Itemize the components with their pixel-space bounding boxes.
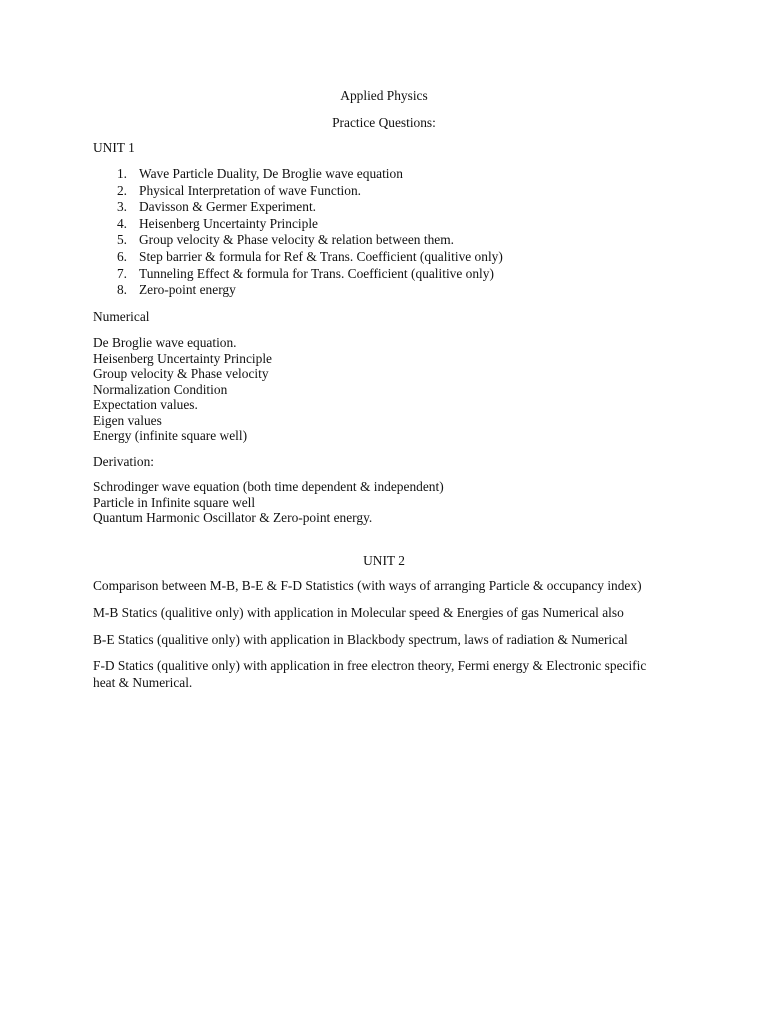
derivation-list — [93, 479, 444, 526]
list-number: 3. — [116, 199, 127, 215]
numerical-list — [93, 335, 272, 444]
unit2-heading: UNIT 2 — [363, 553, 405, 568]
list-item: Quantum Harmonic Oscillator & Zero-point energy. — [93, 510, 373, 525]
list-item: Group velocity & Phase velocity — [93, 366, 269, 381]
list-number: 6. — [116, 248, 127, 264]
list-number: 4. — [116, 215, 127, 231]
list-text: Zero-point energy — [139, 282, 236, 298]
list-item: Particle in Infinite square well — [93, 494, 256, 510]
list-text: Tunneling Effect & formula for Trans. Coefficient (qualitive only) — [139, 265, 494, 281]
list-number: 1. — [116, 166, 127, 181]
list-number: 2. — [116, 182, 127, 198]
list-text: Davisson & Germer Experiment. — [139, 199, 317, 215]
list-item: Normalization Condition — [93, 381, 228, 397]
list-item: De Broglie wave equation. — [93, 335, 237, 350]
list-item: Heisenberg Uncertainty Principle — [93, 350, 272, 366]
unit2-paragraph: M-B Statics (qualitive only) with application in Molecular speed & Energies of gas Numerical also — [93, 605, 624, 620]
list-item: Expectation values. — [93, 397, 198, 412]
list-number: 8. — [116, 282, 127, 298]
document-title: Applied Physics — [340, 88, 428, 103]
list-item: Eigen values — [93, 412, 162, 428]
numerical-heading: Numerical — [93, 309, 150, 324]
document-subtitle: Practice Questions: — [332, 115, 436, 130]
list-item: Energy (infinite square well) — [93, 428, 248, 443]
list-text: Wave Particle Duality, De Broglie wave equation — [139, 166, 403, 181]
list-text: Heisenberg Uncertainty Principle — [139, 215, 318, 231]
list-number: 5. — [116, 232, 127, 248]
unit1-heading: UNIT 1 — [93, 140, 135, 155]
list-number: 7. — [116, 265, 127, 281]
unit2-paragraph: F-D Statics (qualitive only) with application in free electron theory, Fermi energy & Electronic specific heat & Numerical. — [93, 658, 647, 690]
unit2-paragraph: Comparison between M-B, B-E & F-D Statistics (with ways of arranging Particle & occupancy index) — [93, 578, 642, 593]
derivation-heading: Derivation: — [93, 454, 154, 469]
unit2-paragraph: B-E Statics (qualitive only) with application in Blackbody spectrum, laws of radiation & Numerical — [93, 632, 628, 647]
list-text: Step barrier & formula for Ref & Trans. Coefficient (qualitive only) — [139, 248, 503, 264]
list-text: Physical Interpretation of wave Function. — [139, 182, 362, 198]
list-text: Group velocity & Phase velocity & relation between them. — [139, 232, 454, 248]
list-item: Schrodinger wave equation (both time dependent & independent) — [93, 479, 444, 494]
